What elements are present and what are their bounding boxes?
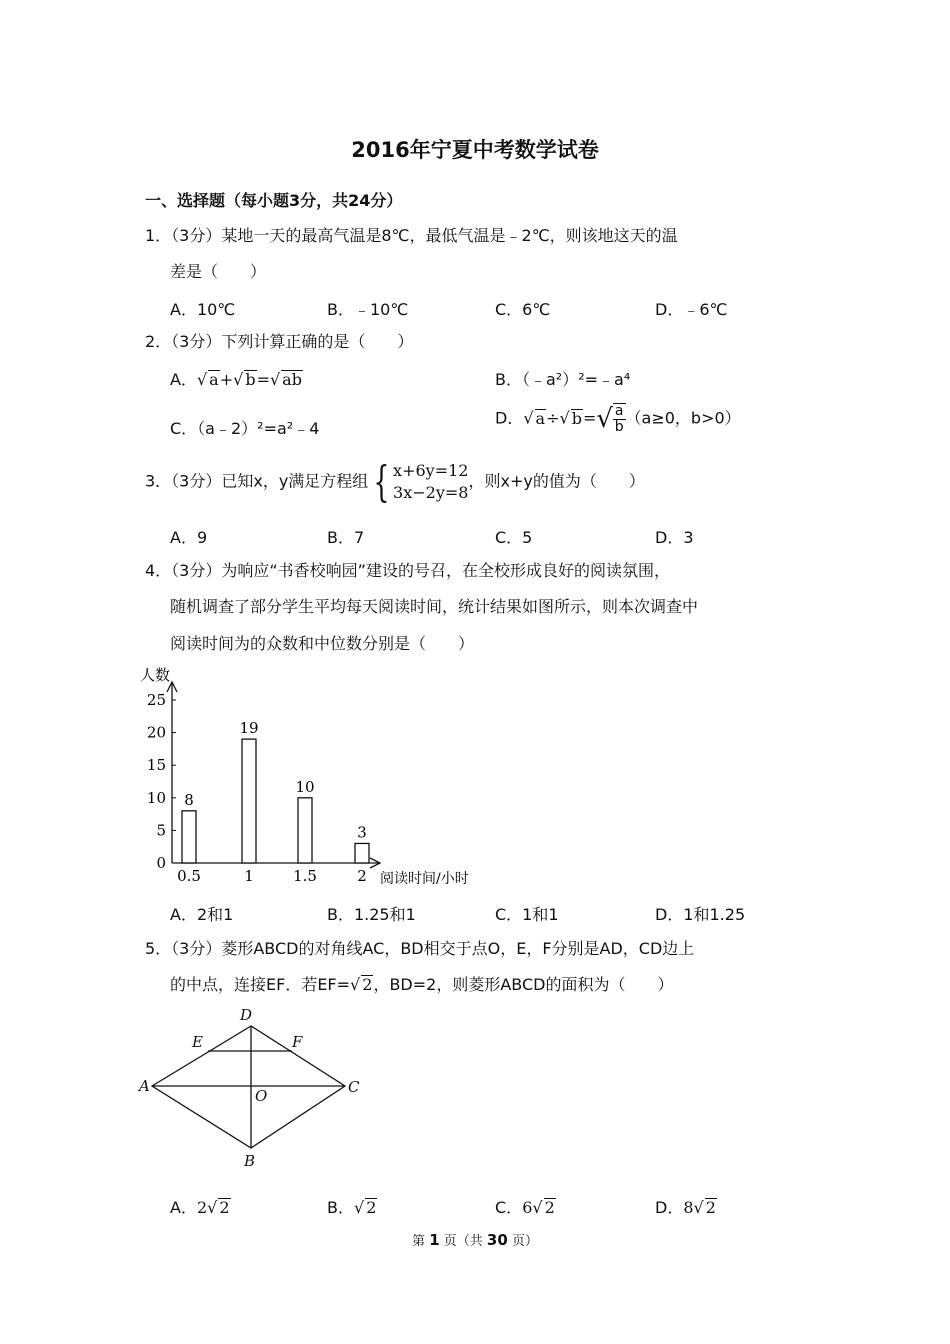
q2-stem: 2．（3分）下列计算正确的是（ ） (145, 332, 414, 351)
q2-option-d (495, 403, 741, 435)
q2-a-label: A． (170, 370, 197, 389)
footer-page-number: 1 (429, 1231, 440, 1249)
q2-d-radicand-a: a (535, 408, 546, 428)
sqrt-icon: √ (233, 370, 244, 389)
bar-data-label: 8 (184, 790, 194, 809)
y-tick-label: 15 (146, 756, 166, 775)
label-e: E (192, 1033, 203, 1051)
q5-option-a (170, 1195, 231, 1218)
q5-d-radicand: 2 (705, 1198, 716, 1217)
q3-option-d: D．3 (655, 528, 694, 547)
label-b: B (244, 1152, 256, 1170)
q4-option-d: D．1和1.25 (655, 905, 746, 924)
q5-a-label: A． (170, 1198, 197, 1217)
q1-stem-line2: 差是（ ） (170, 262, 267, 281)
footer-total-pages: 30 (486, 1231, 508, 1249)
y-tick-label: 25 (146, 691, 166, 709)
q2-d-fraction (613, 403, 626, 435)
q5-option-b (327, 1195, 377, 1218)
sqrt-icon: √ (596, 404, 613, 434)
q5-c-coef: 6 (522, 1198, 533, 1217)
brace-icon: { (373, 457, 390, 506)
page-title: 2016年宁夏中考数学试卷 (351, 138, 599, 162)
q5-a-radicand: 2 (219, 1198, 230, 1217)
q5-line2-pre: 的中点，连接EF．若EF= (170, 975, 351, 994)
q5-option-c (495, 1195, 556, 1218)
q2-d-denominator: b (614, 419, 624, 435)
bar (242, 739, 256, 863)
chart-xlabel: 阅读时间/小时 (380, 871, 469, 887)
q5-b-label: B． (327, 1198, 354, 1217)
equation-system (368, 457, 469, 506)
bar (298, 798, 312, 863)
q3-equation-1: x+6y=12 (393, 461, 469, 480)
q3-equation-2: 3x−2y=8 (393, 483, 469, 502)
q4-option-c: C．1和1 (495, 905, 559, 924)
q2-a-radicand-ab: ab (282, 370, 302, 389)
sqrt-icon: √ (207, 1198, 218, 1217)
q5-c-radicand: 2 (544, 1198, 555, 1217)
y-tick-label: 5 (156, 821, 166, 840)
q3-stem-pre: 3．（3分）已知x，y满足方程组 (145, 471, 369, 491)
page-footer (0, 1230, 950, 1249)
bar-data-label: 19 (239, 719, 259, 738)
q5-b-radicand: 2 (366, 1198, 377, 1217)
label-c: C (348, 1078, 360, 1096)
q5-stem-line2 (170, 975, 673, 995)
rhombus-figure (130, 1000, 380, 1180)
y-tick-label: 0 (156, 854, 166, 872)
sqrt-icon: √ (196, 370, 208, 389)
q3-option-b: B．7 (327, 528, 365, 547)
q3-stem-post: ，则x+y的值为（ ） (468, 471, 645, 491)
y-tick-label: 20 (146, 723, 166, 742)
chart-ylabel: 人数 (140, 666, 171, 684)
footer-post: 页） (511, 1234, 538, 1249)
q1-option-c: C．6℃ (495, 300, 551, 319)
q5-a-coef: 2 (196, 1198, 208, 1217)
bar (355, 843, 369, 863)
q1-option-a: A．10℃ (170, 300, 236, 319)
q2-a-radicand-a: a (209, 370, 219, 389)
sqrt-icon: √ (523, 408, 534, 428)
q3-stem (145, 457, 645, 506)
x-tick-label: 1.5 (293, 867, 317, 885)
q5-stem-line1: 5．（3分）菱形ABCD的对角线AC，BD相交于点O，E，F分别是AD，CD边上 (145, 939, 695, 958)
x-tick-label: 0.5 (177, 867, 201, 885)
q5-d-label: D． (655, 1198, 684, 1217)
q5-d-coef: 8 (683, 1198, 694, 1217)
q5-option-d (655, 1195, 717, 1218)
rhombus-abcd (152, 1026, 345, 1148)
sqrt-icon: √ (353, 1198, 365, 1217)
q2-d-numerator: a (614, 403, 624, 419)
section-heading: 一、选择题（每小题3分，共24分） (145, 191, 403, 210)
sqrt-icon: √ (559, 408, 570, 428)
q4-stem-line3: 阅读时间为的众数和中位数分别是（ ） (170, 634, 475, 653)
label-a: A (139, 1077, 150, 1095)
q1-option-b: B．﹣10℃ (327, 300, 409, 319)
q3-option-a: A．9 (170, 528, 208, 547)
label-d: D (240, 1006, 253, 1024)
q5-ef-radicand: 2 (362, 975, 373, 994)
q2-d-radicand-b: b (571, 408, 582, 428)
q2-d-condition: （a≥0，b>0） (625, 408, 741, 428)
x-tick-label: 1 (244, 867, 254, 885)
q4-option-a: A．2和1 (170, 905, 234, 924)
sqrt-icon: √ (693, 1198, 704, 1217)
sqrt-icon: √ (269, 370, 281, 389)
x-tick-label: 2 (357, 867, 367, 885)
sqrt-icon: √ (350, 975, 361, 994)
q2-option-a (170, 367, 303, 390)
q2-option-b: B．（﹣a²）²=﹣a⁴ (495, 370, 631, 389)
footer-pre: 第 (412, 1234, 426, 1249)
footer-mid: 页（共 (443, 1234, 483, 1249)
bar-data-label: 10 (295, 777, 315, 796)
q3-option-c: C．5 (495, 528, 533, 547)
label-f: F (292, 1033, 303, 1051)
bar-data-label: 3 (357, 823, 367, 842)
label-o: O (255, 1087, 268, 1105)
q2-a-plus: + (219, 370, 234, 389)
q4-stem-line1: 4．（3分）为响应“书香校响园”建设的号召，在全校形成良好的阅读氛围， (145, 561, 670, 580)
q2-a-equals: = (256, 370, 270, 389)
q2-option-c: C．（a﹣2）²=a²﹣4 (170, 419, 320, 438)
q4-stem-line2: 随机调查了部分学生平均每天阅读时间，统计结果如图所示，则本次调查中 (170, 597, 699, 616)
q2-d-label: D． (495, 408, 524, 428)
q1-option-d: D．﹣6℃ (655, 300, 728, 319)
q2-d-divide: ÷ (546, 408, 560, 428)
q4-option-b: B．1.25和1 (327, 905, 416, 924)
q1-stem-line1: 1．（3分）某地一天的最高气温是8℃，最低气温是﹣2℃，则该地这天的温 (145, 226, 678, 245)
q2-a-radicand-b: b (245, 370, 256, 389)
q5-c-label: C． (495, 1198, 523, 1217)
bar (182, 811, 196, 863)
q2-d-equals: = (582, 408, 597, 428)
q5-line2-post: ，BD=2，则菱形ABCD的面积为（ ） (373, 975, 674, 994)
y-tick-label: 10 (146, 788, 166, 807)
sqrt-icon: √ (532, 1198, 543, 1217)
bar-chart (135, 660, 495, 895)
